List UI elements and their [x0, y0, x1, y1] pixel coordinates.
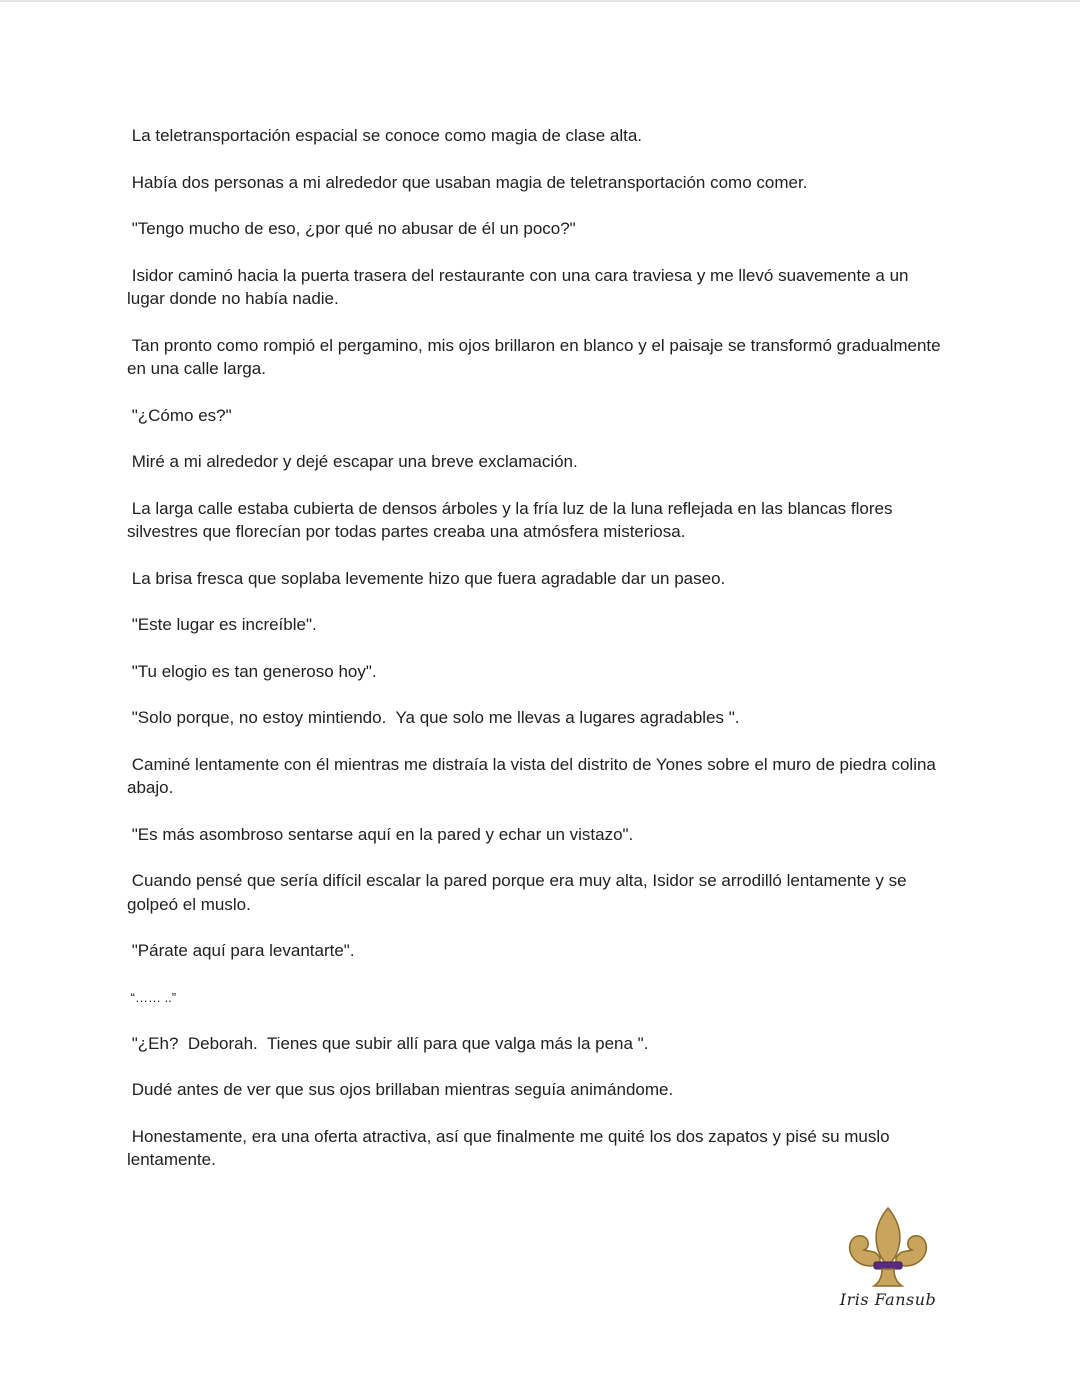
paragraph: Isidor caminó hacia la puerta trasera del restaurante con una cara traviesa y me llevó suavemente a un lugar donde no había nadie. [127, 265, 914, 308]
watermark-logo [836, 1206, 940, 1316]
paragraph: "Este lugar es increíble". [127, 615, 317, 634]
paragraph: Miré a mi alrededor y dejé escapar una breve exclamación. [127, 452, 578, 471]
paragraph: La brisa fresca que soplaba levemente hizo que fuera agradable dar un paseo. [127, 568, 726, 588]
watermark-text: Iris Fansub [839, 1290, 937, 1309]
paragraph: Dudé antes de ver que sus ojos brillaban mientras seguía animándome. [127, 1080, 674, 1099]
paragraph: Honestamente, era una oferta atractiva, así que finalmente me quité los dos zapatos y pisé su muslo lentamente. [127, 1126, 895, 1169]
paragraph: "Párate aquí para levantarte". [127, 941, 355, 960]
paragraph: La teletransportación espacial se conoce como magia de clase alta. [127, 126, 643, 145]
page-top-border [0, 0, 1080, 2]
paragraph: Había dos personas a mi alrededor que usaban magia de teletransportación como comer. [127, 172, 808, 192]
paragraph: Caminé lentamente con él mientras me distraía la vista del distrito de Yones sobre el muro de piedra colina abajo. [127, 754, 941, 797]
paragraph: "Tu elogio es tan generoso hoy". [127, 661, 377, 681]
paragraph: "Tengo mucho de eso, ¿por qué no abusar de él un poco?" [127, 219, 576, 238]
paragraph: Cuando pensé que sería difícil escalar la pared porque era muy alta, Isidor se arrodilló lentamente y se golpeó el muslo. [127, 871, 912, 914]
document-body [127, 124, 947, 1195]
paragraph: La larga calle estaba cubierta de densos árboles y la fría luz de la luna reflejada en las blancas flores silvestres que florecían por todas partes creaba una atmósfera misteriosa. [127, 498, 898, 541]
paragraph: "Es más asombroso sentarse aquí en la pared y echar un vistazo". [127, 824, 634, 844]
paragraph: "¿Eh? Deborah. Tienes que subir allí para que valga más la pena ". [127, 1033, 649, 1053]
paragraph: “…… ..” [127, 989, 177, 1005]
paragraph: "¿Cómo es?" [127, 405, 232, 425]
fleur-de-lis-icon [844, 1206, 932, 1290]
paragraph: Tan pronto como rompió el pergamino, mis ojos brillaron en blanco y el paisaje se transformó gradualmente en una calle larga. [127, 335, 946, 378]
paragraph: "Solo porque, no estoy mintiendo. Ya que solo me llevas a lugares agradables ". [127, 708, 740, 727]
